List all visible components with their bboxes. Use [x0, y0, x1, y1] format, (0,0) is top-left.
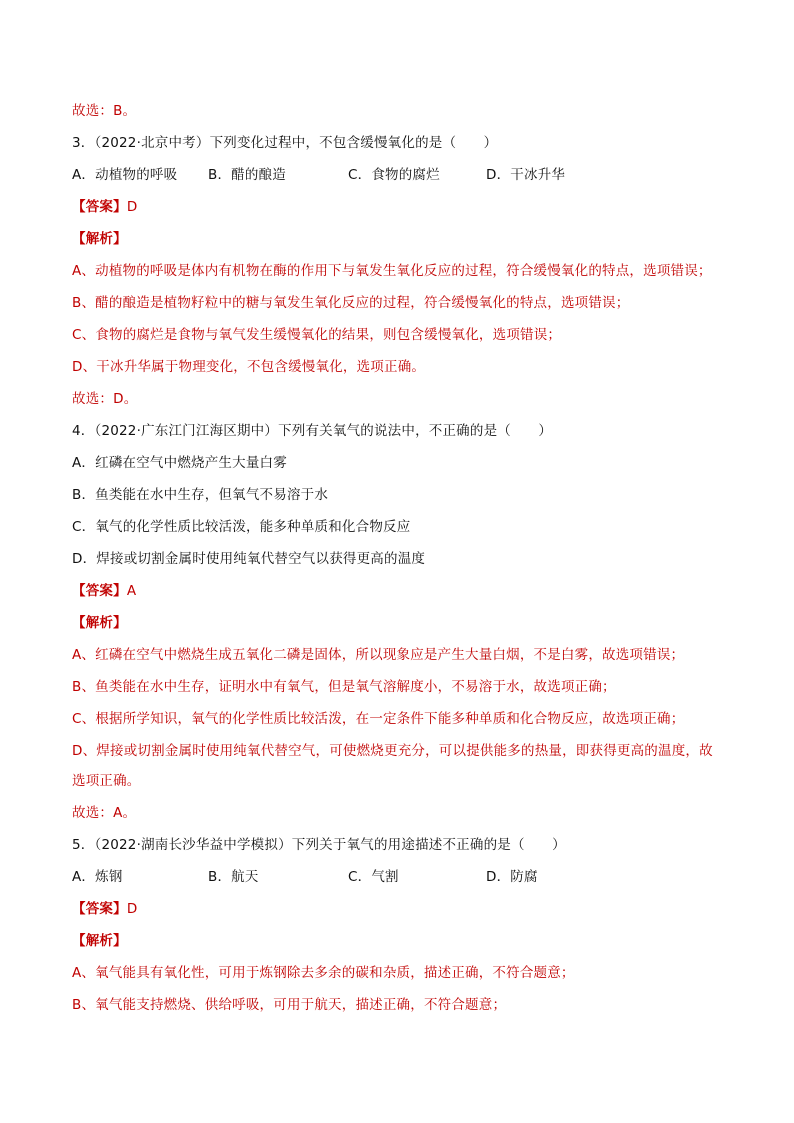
q4-option-d: D．焊接或切割金属时使用纯氧代替空气以获得更高的温度 — [72, 551, 426, 567]
q5-option-d: D．防腐 — [486, 869, 538, 885]
q3-option-d: D．干冰升华 — [486, 167, 566, 183]
q3-option-b: B．醋的酿造 — [208, 167, 286, 183]
q4-analysis-line: A、红磷在空气中燃烧生成五氧化二磷是固体，所以现象应是产生大量白烟，不是白雾，故选项错误； — [72, 647, 685, 663]
q4-stem: 4．（2022·广东江门江海区期中）下列有关氧气的说法中，不正确的是（ ） — [72, 423, 553, 439]
answer-tag: 【答案】 — [72, 901, 127, 917]
q3-stem: 3．（2022·北京中考）下列变化过程中，不包含缓慢氧化的是（ ） — [72, 135, 498, 151]
analysis-tag: 【解析】 — [72, 231, 127, 247]
q4-conclusion: 故选：A。 — [72, 805, 137, 821]
q3-options — [72, 165, 724, 185]
q5-option-a: A．炼钢 — [72, 869, 123, 885]
answer-value: D — [126, 199, 138, 215]
q5-option-c: C．气割 — [348, 869, 399, 885]
q4-option-a: A．红磷在空气中燃烧产生大量白雾 — [72, 455, 287, 471]
q3-analysis-line: B、醋的酿造是植物籽粒中的糖与氧发生氧化反应的过程，符合缓慢氧化的特点，选项错误； — [72, 295, 630, 311]
answer-value: A — [126, 583, 137, 599]
analysis-tag: 【解析】 — [72, 615, 127, 631]
q3-answer — [72, 197, 724, 217]
answer-value: D — [126, 901, 138, 917]
q5-answer — [72, 899, 724, 919]
q4-analysis-line: 选项正确。 — [72, 773, 141, 789]
q3-option-a: A．动植物的呼吸 — [72, 167, 178, 183]
q3-option-c: C．食物的腐烂 — [348, 167, 440, 183]
q5-analysis-heading — [72, 931, 724, 951]
q4-analysis-heading — [72, 613, 724, 633]
q4-analysis-line: C、根据所学知识，氧气的化学性质比较活泼，在一定条件下能多种单质和化合物反应，故选项正确； — [72, 711, 685, 727]
q3-analysis-line: C、食物的腐烂是食物与氧气发生缓慢氧化的结果，则包含缓慢氧化，选项错误； — [72, 327, 562, 343]
q4-option-b: B．鱼类能在水中生存，但氧气不易溶于水 — [72, 487, 329, 503]
q3-analysis-heading — [72, 229, 724, 249]
q4-option-c: C．氧气的化学性质比较活泼，能多种单质和化合物反应 — [72, 519, 411, 535]
q3-conclusion: 故选：D。 — [72, 391, 138, 407]
analysis-tag: 【解析】 — [72, 933, 127, 949]
q4-analysis-line: D、焊接或切割金属时使用纯氧代替空气，可使燃烧更充分，可以提供能多的热量，即获得更高的温度，故 — [72, 743, 713, 759]
q2-conclusion: 故选：B。 — [72, 103, 137, 119]
q4-answer — [72, 581, 724, 601]
answer-tag: 【答案】 — [72, 199, 127, 215]
q4-analysis-line: B、鱼类能在水中生存，证明水中有氧气，但是氧气溶解度小，不易溶于水，故选项正确； — [72, 679, 616, 695]
q5-analysis-line: B、氧气能支持燃烧、供给呼吸，可用于航天，描述正确，不符合题意； — [72, 997, 507, 1013]
q3-analysis-line: D、干冰升华属于物理变化，不包含缓慢氧化，选项正确。 — [72, 359, 426, 375]
q5-option-b: B．航天 — [208, 869, 259, 885]
q3-analysis-line: A、动植物的呼吸是体内有机物在酶的作用下与氧发生氧化反应的过程，符合缓慢氧化的特点，选项错误； — [72, 263, 712, 279]
q5-stem: 5．（2022·湖南长沙华益中学模拟）下列关于氧气的用途描述不正确的是（ ） — [72, 837, 566, 853]
q5-options — [72, 867, 724, 887]
q5-analysis-line: A、氧气能具有氧化性，可用于炼钢除去多余的碳和杂质，描述正确，不符合题意； — [72, 965, 575, 981]
answer-tag: 【答案】 — [72, 583, 127, 599]
